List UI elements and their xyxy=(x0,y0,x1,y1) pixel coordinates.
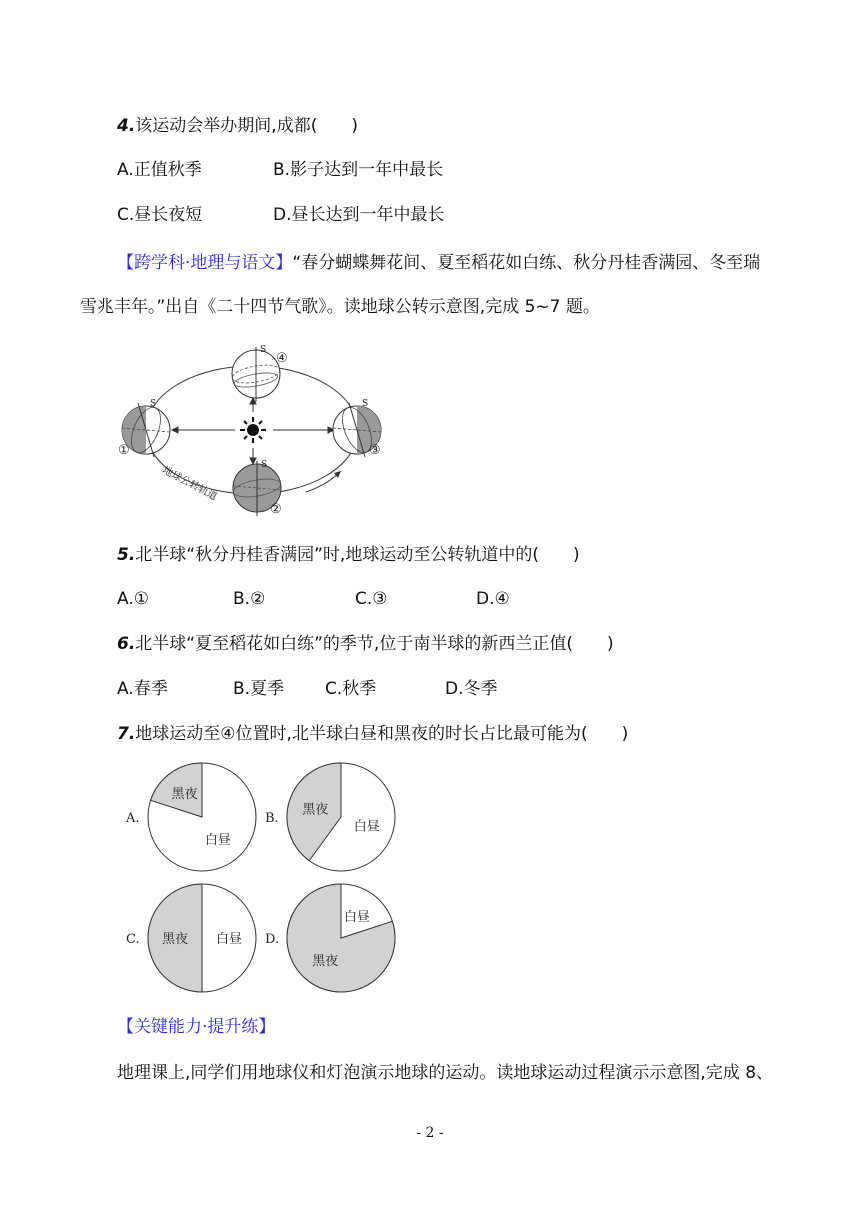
pie-letter: B. xyxy=(265,811,279,826)
earth-position-4 xyxy=(231,347,281,402)
q4-option-b[interactable]: B.影子达到一年中最长 xyxy=(273,160,444,180)
q6-text: 北半球“夏至稻花如白练”的季节,位于南半球的新西兰正值( ) xyxy=(135,634,614,654)
position-label-2: ② xyxy=(270,502,282,517)
axis-label-3: S xyxy=(362,399,369,409)
q5-option-d[interactable]: D.④ xyxy=(476,589,510,609)
night-label: 黑夜 xyxy=(161,932,189,947)
q5-stem xyxy=(117,543,580,567)
q6-option-a[interactable]: A.春季 xyxy=(117,679,168,699)
q5-text: 北半球“秋分丹桂香满园”时,地球运动至公转轨道中的( ) xyxy=(135,545,580,565)
orbit-label: 地球公转轨道 xyxy=(160,464,219,503)
passage-line-1 xyxy=(117,251,760,275)
pie-option-0[interactable] xyxy=(125,763,256,871)
q5-option-b[interactable]: B.② xyxy=(233,589,266,609)
q6-number: 6. xyxy=(117,634,136,654)
q5-option-c[interactable]: C.③ xyxy=(355,589,388,609)
sun-icon xyxy=(240,417,266,443)
section-intro: 地理课上,同学们用地球仪和灯泡演示地球的运动。读地球运动过程演示示意图,完成 8、 xyxy=(117,1063,774,1083)
pie-option-3[interactable] xyxy=(265,884,395,992)
position-label-1: ① xyxy=(118,443,130,458)
q4-stem xyxy=(117,114,358,138)
q4-option-c[interactable]: C.昼长夜短 xyxy=(117,205,203,225)
axis-label-4: S xyxy=(260,345,267,355)
pie-letter: A. xyxy=(126,811,140,826)
passage-tag: 【跨学科·地理与语文】 xyxy=(117,253,293,273)
pie-letter: C. xyxy=(126,932,140,947)
q6-option-d[interactable]: D.冬季 xyxy=(445,679,498,699)
position-label-3: ③ xyxy=(369,443,381,458)
pie-option-2[interactable] xyxy=(126,884,256,992)
orbit-figure xyxy=(110,340,400,522)
page-number: - 2 - xyxy=(416,1125,444,1141)
passage-text-1: “春分蝴蝶舞花间、夏至稻花如白练、秋分丹桂香满园、冬至瑞 xyxy=(292,253,761,273)
day-label: 白昼 xyxy=(353,819,380,835)
section-tag: 【关键能力·提升练】 xyxy=(117,1017,276,1037)
q4-option-d[interactable]: D.昼长达到一年中最长 xyxy=(273,205,445,225)
q6-stem xyxy=(117,632,614,656)
q7-text: 地球运动至④位置时,北半球白昼和黑夜的时长占比最可能为( ) xyxy=(135,724,629,744)
pie-option-1[interactable] xyxy=(265,763,395,871)
night-label: 黑夜 xyxy=(312,953,339,969)
day-label: 白昼 xyxy=(343,910,370,926)
position-label-4: ④ xyxy=(276,351,288,366)
pie-options-figure xyxy=(120,762,410,996)
q6-option-b[interactable]: B.夏季 xyxy=(233,679,285,699)
axis-label-1: S xyxy=(150,399,157,409)
q7-number: 7. xyxy=(117,724,136,744)
passage-line-2: 雪兆丰年。”出自《二十四节气歌》。读地球公转示意图,完成 5~7 题。 xyxy=(80,297,600,317)
axis-label-2: S xyxy=(261,460,268,470)
q6-option-c[interactable]: C.秋季 xyxy=(325,679,377,699)
q5-option-a[interactable]: A.① xyxy=(117,589,149,609)
day-label: 白昼 xyxy=(204,832,231,848)
q7-stem xyxy=(117,722,628,746)
day-label: 白昼 xyxy=(215,932,243,947)
night-label: 黑夜 xyxy=(171,787,198,802)
q4-option-a[interactable]: A.正值秋季 xyxy=(117,160,202,180)
q5-number: 5. xyxy=(117,545,136,565)
q4-number: 4. xyxy=(117,116,136,136)
q4-text: 该运动会举办期间,成都( ) xyxy=(135,116,358,136)
pie-letter: D. xyxy=(265,932,280,947)
night-label: 黑夜 xyxy=(302,802,329,818)
